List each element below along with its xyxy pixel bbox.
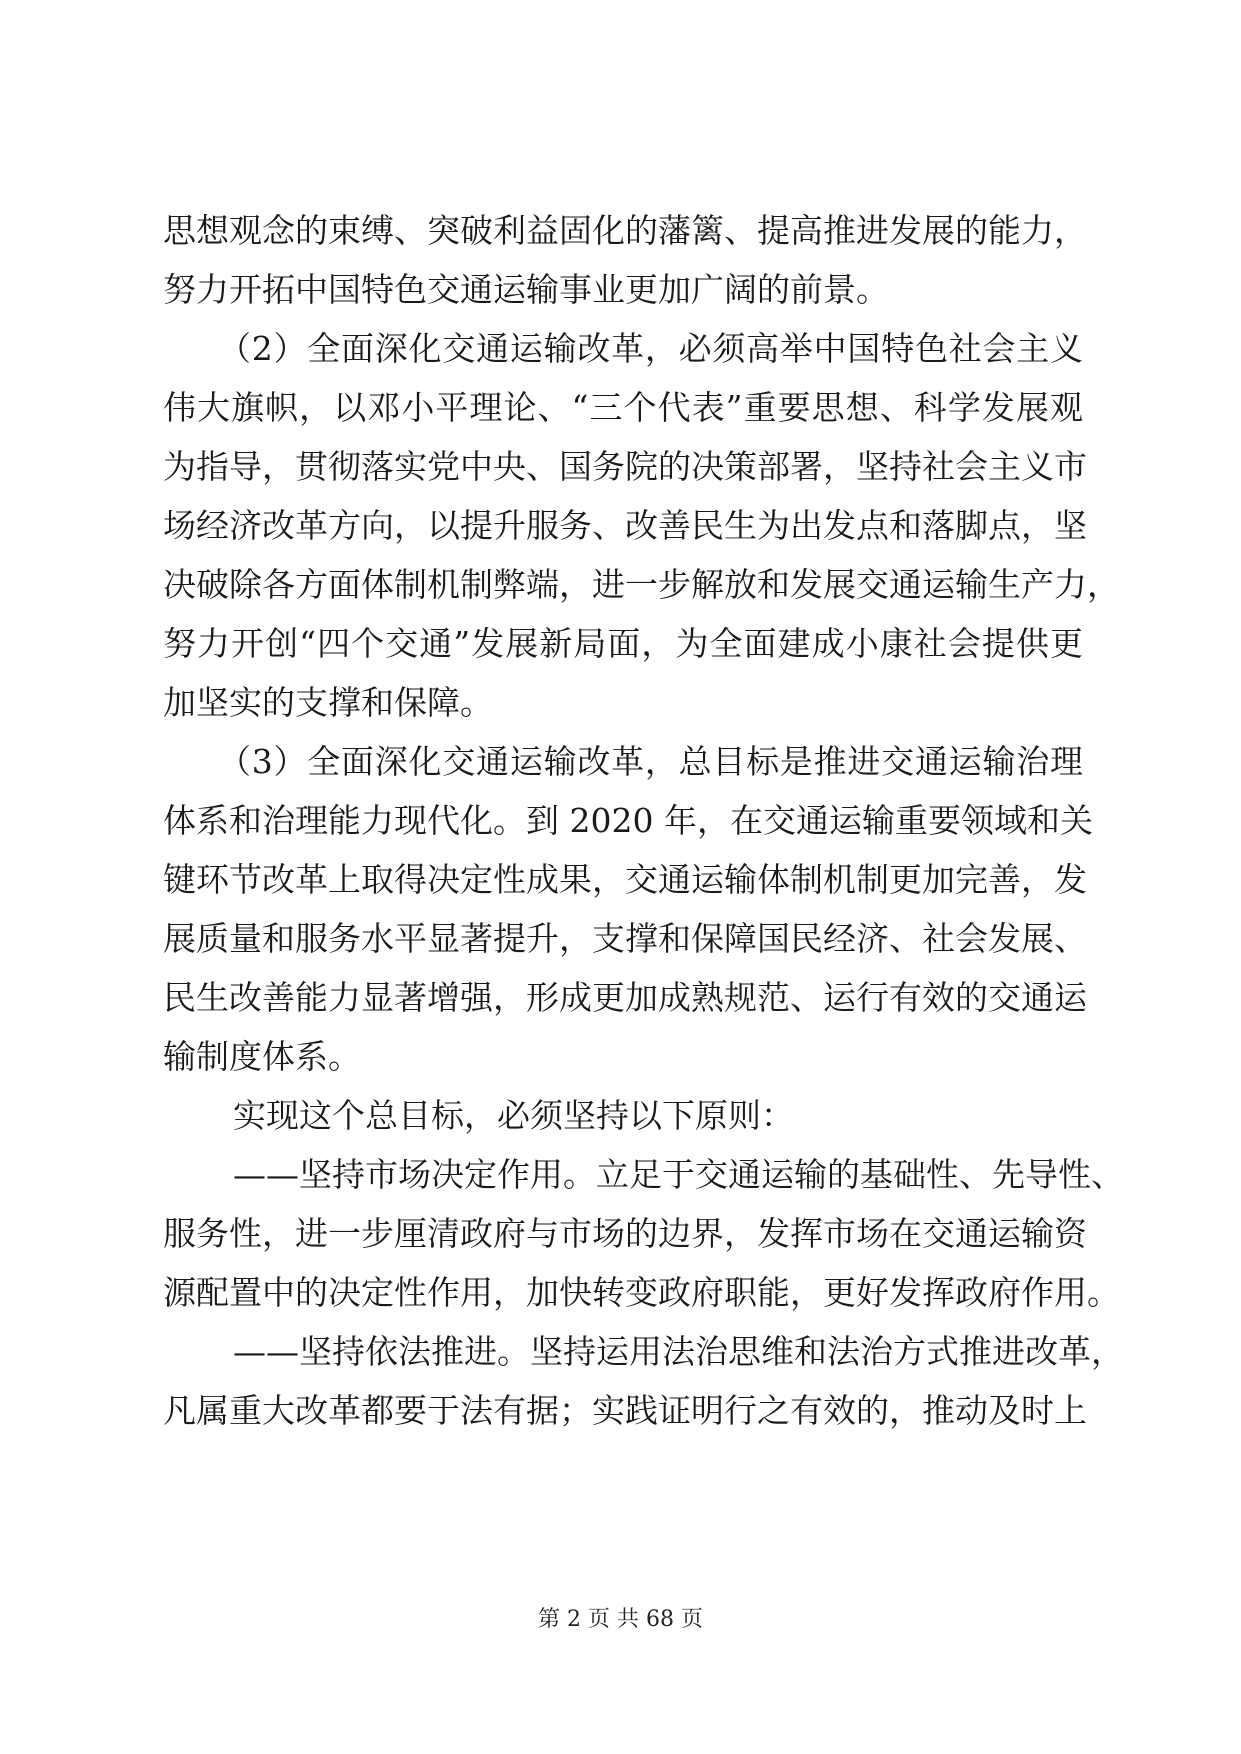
body-text-line: 为指导，贯彻落实党中央、国务院的决策部署，坚持社会主义市 xyxy=(163,447,1087,486)
body-text-line: ——坚持依法推进。坚持运用法治思维和法治方式推进改革， xyxy=(233,1332,1124,1371)
body-text-line: 源配置中的决定性作用，加快转变政府职能，更好发挥政府作用。 xyxy=(163,1273,1120,1312)
body-text-line: 加坚实的支撑和保障。 xyxy=(163,683,493,722)
body-text-line: 服务性，进一步厘清政府与市场的边界，发挥市场在交通运输资 xyxy=(163,1214,1087,1253)
body-text-line: 实现这个总目标，必须坚持以下原则： xyxy=(233,1096,794,1135)
body-text-line: 凡属重大改革都要于法有据；实践证明行之有效的，推动及时上 xyxy=(163,1391,1087,1430)
body-text-line: 努力开创“四个交通”发展新局面，为全面建成小康社会提供更 xyxy=(163,624,1083,663)
page-number-footer: 第 2 页 共 68 页 xyxy=(538,1607,703,1632)
body-text-line: 伟大旗帜，以邓小平理论、“三个代表”重要思想、科学发展观 xyxy=(163,388,1083,427)
body-text-line: 思想观念的束缚、突破利益固化的藩篱、提高推进发展的能力， xyxy=(163,211,1087,250)
body-text-line: 键环节改革上取得决定性成果，交通运输体制机制更加完善，发 xyxy=(163,860,1087,899)
body-text-line: 决破除各方面体制机制弊端，进一步解放和发展交通运输生产力， xyxy=(163,565,1120,604)
body-text-line: （2）全面深化交通运输改革，必须高举中国特色社会主义 xyxy=(218,329,1083,368)
body-text-line: 民生改善能力显著增强，形成更加成熟规范、运行有效的交通运 xyxy=(163,978,1087,1017)
body-text-line: 输制度体系。 xyxy=(163,1037,361,1076)
body-text-line: 努力开拓中国特色交通运输事业更加广阔的前景。 xyxy=(163,270,889,309)
body-text-line: 体系和治理能力现代化。到 2020 年，在交通运输重要领域和关 xyxy=(163,801,1093,840)
body-text-line: ——坚持市场决定作用。立足于交通运输的基础性、先导性、 xyxy=(233,1155,1124,1194)
body-text-line: 场经济改革方向，以提升服务、改善民生为出发点和落脚点，坚 xyxy=(163,506,1087,545)
body-text-line: （3）全面深化交通运输改革，总目标是推进交通运输治理 xyxy=(218,742,1083,781)
body-text-line: 展质量和服务水平显著提升，支撑和保障国民经济、社会发展、 xyxy=(163,919,1087,958)
